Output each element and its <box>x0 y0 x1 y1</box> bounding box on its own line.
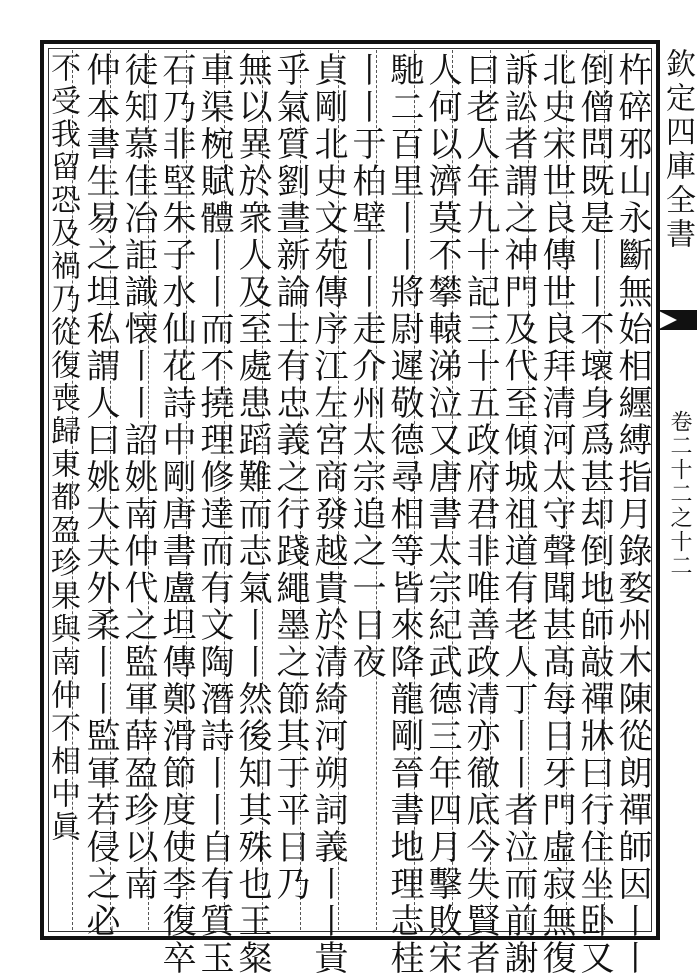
text-column: 貞剛北史文苑傳序江左宮商發越貴於清綺河朔詞義丨丨貴 <box>308 52 348 977</box>
text-column: 乎氣質劉晝新論士有忠義之行踐繩墨之節其于平日乃 <box>270 52 310 903</box>
text-column: 人何以濟莫不攀轅涕泣又唐書太宗紀武德三年四月擊敗宋 <box>422 52 462 977</box>
text-column: 無以異於衆人及至處患蹈難而志氣丨丨然後知其殊也王粲 <box>232 52 272 977</box>
text-column: 北史宋世良傳世良拜清河太守聲聞甚髙每日牙門虛寂無復 <box>536 52 576 977</box>
text-column: 石乃非堅朱子水仙花詩中剛唐書盧坦傳鄭滑節度使李復卒 <box>156 52 196 977</box>
fish-tail-icon <box>657 300 697 340</box>
margin-book-title: 欽定四庫全書 <box>660 48 695 252</box>
text-column: 仲本書生易之坦私謂人曰姚大夫外柔丨丨監軍若侵之必 <box>80 52 120 940</box>
text-column: 訴訟者謂之神門及代至傾城祖道有老人丁丨丨者泣而前謝 <box>498 52 538 977</box>
text-column: 馳二百里丨丨將尉遲敬德尋相等皆來降龍剛晉書地理志桂 <box>384 52 424 977</box>
margin-chapter-label: 卷二十二之十二 <box>667 410 692 578</box>
text-column: 倒僧問既是丨丨不壞身爲甚却倒地師敲禪牀曰行住坐卧又 <box>574 52 614 977</box>
text-column: 杵碎邪山永斷無始相纒縛指月錄婺州木陳從朗禪師因丨丨 <box>612 52 652 977</box>
text-column: 丨丨于柏壁丨丨走介州太宗追之一日夜 <box>346 52 386 681</box>
text-column: 車渠椀賦體丨丨而不撓理修達而有文陶潛詩丨丨自有質玉 <box>194 52 234 977</box>
text-column: 徒知慕佳冶詎識懐丨丨詔姚南仲代之監軍薛盈珍以南 <box>118 52 158 903</box>
text-column: 曰老人年九十記三十五政府君非唯善政清亦徹底今失賢者 <box>460 52 500 977</box>
text-column: 不受我留恐及禍乃從復喪歸東都盈珍果與南仲不相中眞 <box>45 52 80 844</box>
